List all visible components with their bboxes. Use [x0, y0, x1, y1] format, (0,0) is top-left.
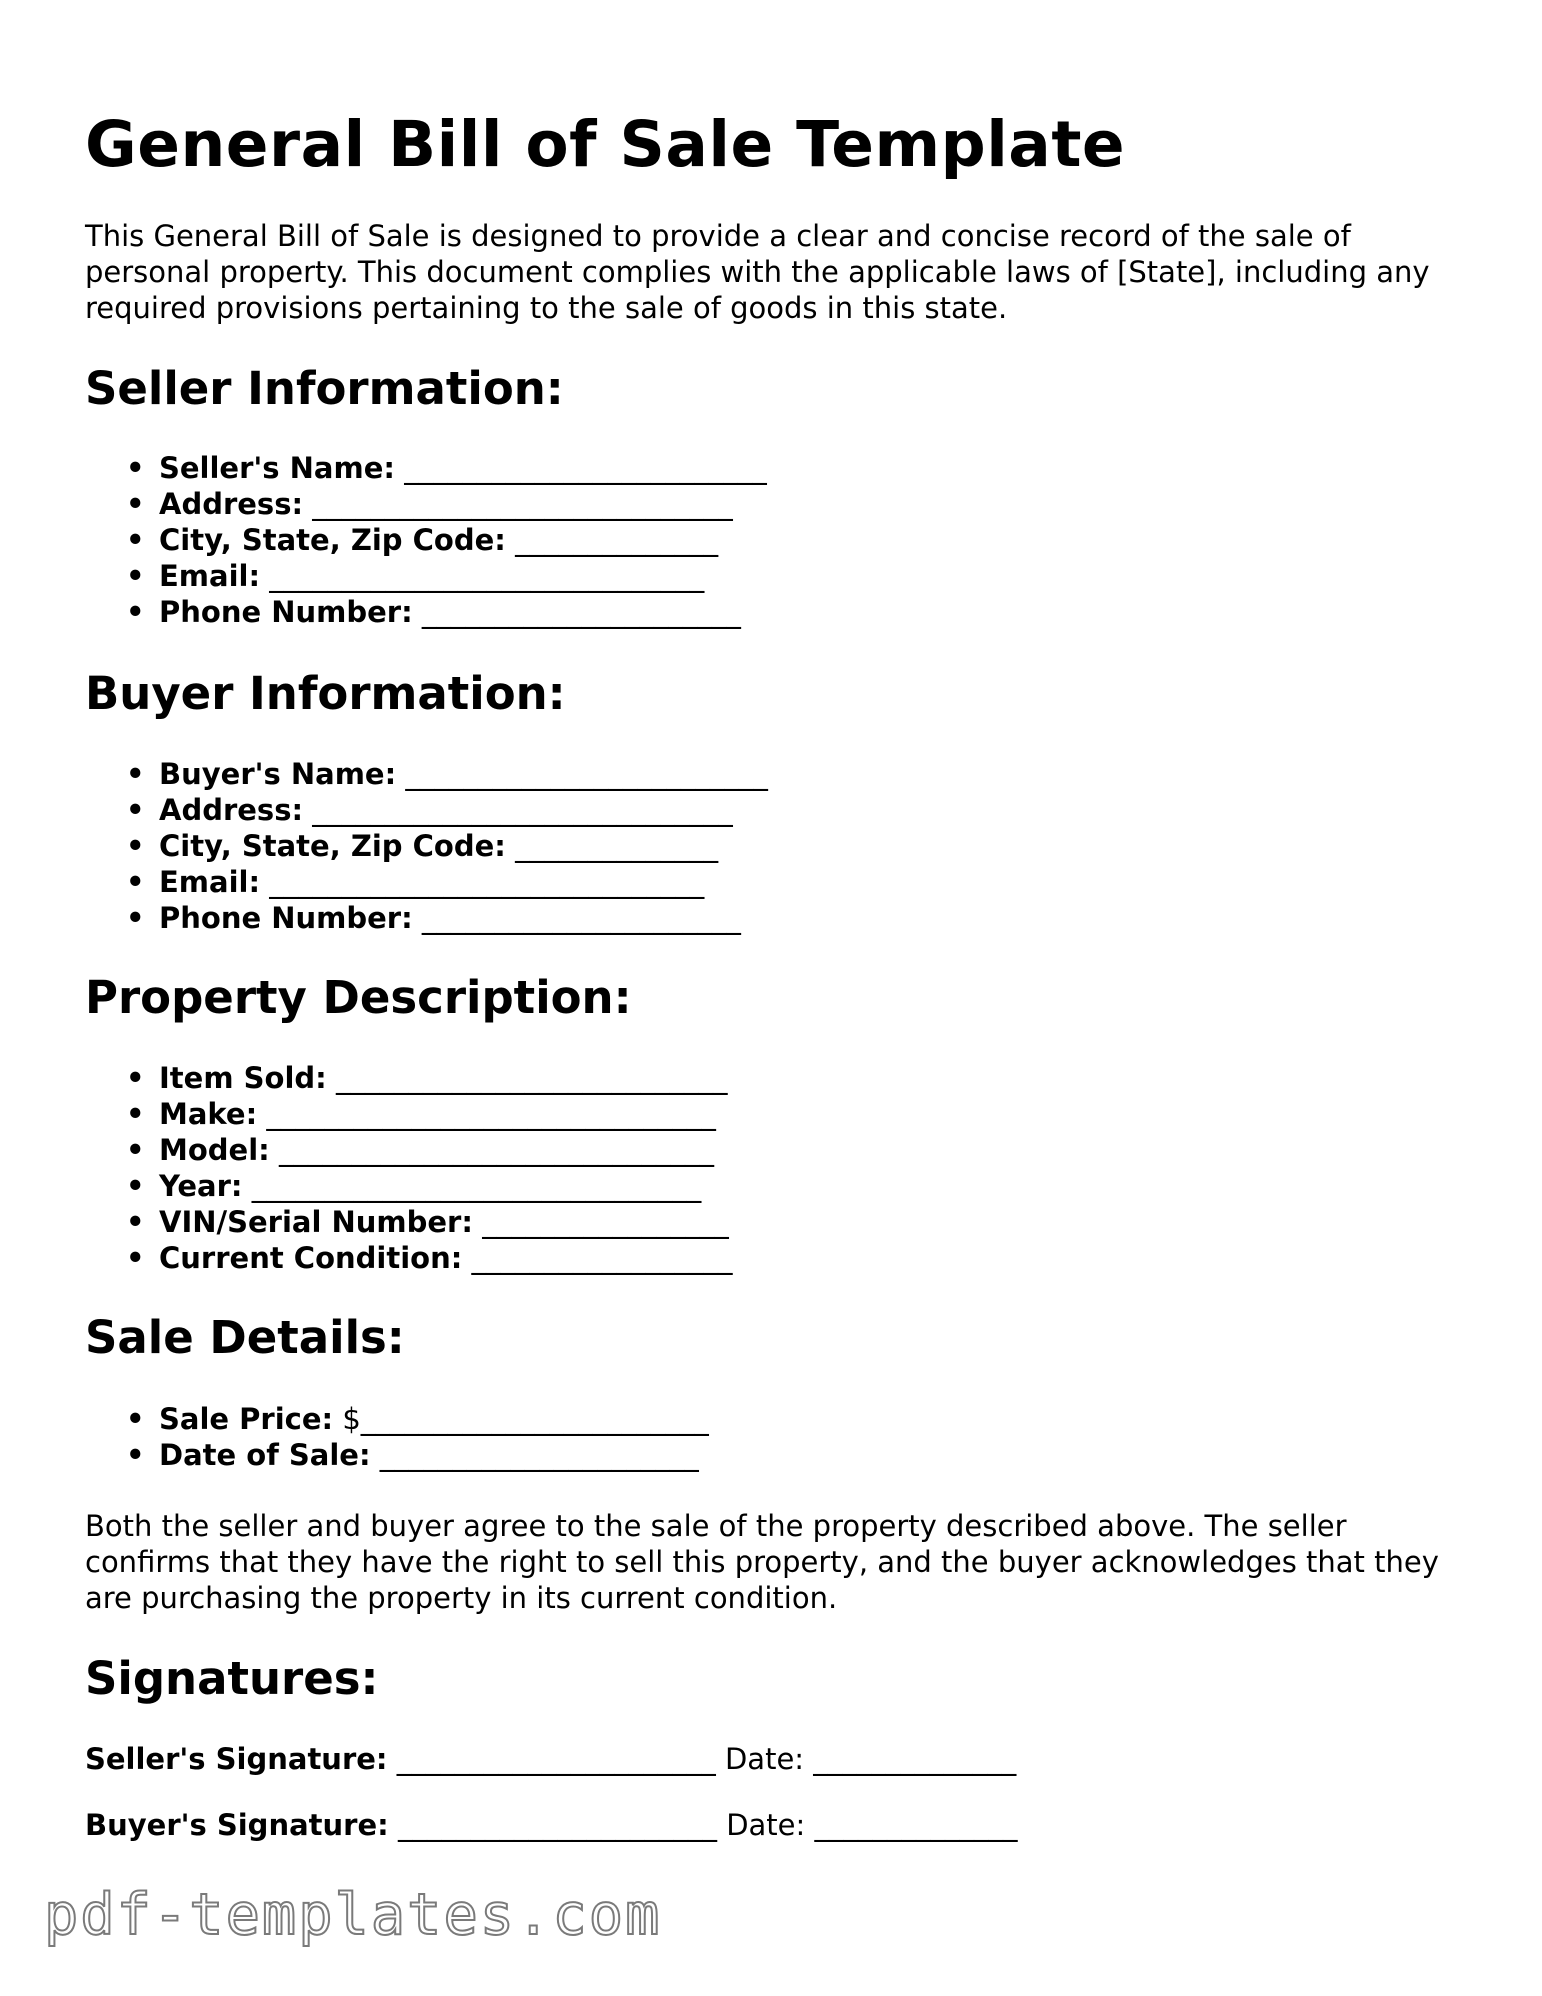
field-blank[interactable]: _______________________________ — [266, 1097, 716, 1131]
seller-section-heading: Seller Information: — [85, 362, 564, 415]
field-label: VIN/Serial Number: — [159, 1205, 473, 1239]
buyer-email-field[interactable]: • Email: ______________________________ — [126, 865, 705, 899]
field-blank[interactable]: ______________________ — [421, 595, 741, 629]
make-field[interactable]: • Make: _______________________________ — [126, 1097, 716, 1131]
buyer-date-label: Date: — [726, 1808, 806, 1842]
sale-fields-list — [85, 1401, 709, 1473]
field-blank[interactable]: _________________ — [482, 1205, 729, 1239]
seller-signature-blank[interactable]: ______________________ — [396, 1742, 716, 1776]
field-label: Buyer's Name: — [159, 757, 397, 791]
property-fields-list — [85, 1060, 733, 1276]
year-field[interactable]: • Year: _______________________________ — [126, 1169, 702, 1203]
field-label: City, State, Zip Code: — [159, 523, 506, 557]
field-label: Sale Price: — [159, 1402, 334, 1436]
buyer-signature-row — [85, 1807, 1018, 1843]
buyer-phone-field[interactable]: • Phone Number: ______________________ — [126, 901, 741, 935]
field-blank[interactable]: ______________________________ — [269, 865, 705, 899]
field-blank[interactable]: ______________________ — [421, 901, 741, 935]
field-label: City, State, Zip Code: — [159, 829, 506, 863]
field-blank[interactable]: ______________________________ — [278, 1133, 714, 1167]
field-label: Address: — [159, 793, 304, 827]
field-blank[interactable]: ______________ — [515, 523, 719, 557]
watermark-text: pdf-templates.com — [44, 1882, 662, 1948]
seller-date-blank[interactable]: ______________ — [813, 1742, 1017, 1776]
item-sold-field[interactable]: • Item Sold: ___________________________ — [126, 1061, 728, 1095]
date-of-sale-field[interactable]: • Date of Sale: ______________________ — [126, 1438, 699, 1472]
field-label: Make: — [159, 1097, 258, 1131]
field-label: Year: — [159, 1169, 243, 1203]
buyer-signature-blank[interactable]: ______________________ — [397, 1808, 717, 1842]
model-field[interactable]: • Model: ______________________________ — [126, 1133, 714, 1167]
buyer-city-state-zip-field[interactable]: • City, State, Zip Code: ______________ — [126, 829, 719, 863]
buyer-section-heading: Buyer Information: — [85, 667, 566, 720]
field-label: Email: — [159, 559, 261, 593]
buyer-date-blank[interactable]: ______________ — [814, 1808, 1018, 1842]
field-blank[interactable]: $________________________ — [342, 1402, 709, 1436]
seller-phone-field[interactable]: • Phone Number: ______________________ — [126, 595, 741, 629]
buyer-address-field[interactable]: • Address: _____________________________ — [126, 793, 733, 827]
agreement-paragraph: Both the seller and buyer agree to the sale of the property described above. The seller confirms that they have the right to sell this property, and the buyer acknowledges that they are purchasing the property in its current condition. — [85, 1509, 1439, 1615]
field-label: Model: — [159, 1133, 270, 1167]
field-blank[interactable]: _____________________________ — [312, 487, 733, 521]
vin-serial-field[interactable]: • VIN/Serial Number: _________________ — [126, 1205, 729, 1239]
field-label: Email: — [159, 865, 261, 899]
buyer-signature-label: Buyer's Signature: — [85, 1808, 389, 1842]
field-blank[interactable]: ______________________________ — [269, 559, 705, 593]
field-blank[interactable]: ___________________________ — [335, 1061, 728, 1095]
seller-signature-label: Seller's Signature: — [85, 1742, 388, 1776]
intro-paragraph: This General Bill of Sale is designed to provide a clear and concise record of the sale of personal property. This document complies with the applicable laws of [State], including any required provisions pertaining to the sale of goods in this state. — [85, 219, 1430, 325]
field-label: Item Sold: — [159, 1061, 327, 1095]
field-blank[interactable]: ______________ — [515, 829, 719, 863]
seller-name-field[interactable]: • Seller's Name: _________________________ — [126, 451, 767, 485]
document-title: General Bill of Sale Template — [85, 108, 1126, 181]
seller-city-state-zip-field[interactable]: • City, State, Zip Code: ______________ — [126, 523, 719, 557]
signatures-section-heading: Signatures: — [85, 1652, 379, 1705]
current-condition-field[interactable]: • Current Condition: __________________ — [126, 1241, 733, 1275]
field-blank[interactable]: _____________________________ — [312, 793, 733, 827]
field-label: Date of Sale: — [159, 1438, 371, 1472]
seller-address-field[interactable]: • Address: _____________________________ — [126, 487, 733, 521]
buyer-fields-list — [85, 756, 768, 936]
field-blank[interactable]: _______________________________ — [251, 1169, 702, 1203]
field-label: Seller's Name: — [159, 451, 395, 485]
property-section-heading: Property Description: — [85, 971, 632, 1024]
field-blank[interactable]: _________________________ — [404, 451, 767, 485]
field-label: Current Condition: — [159, 1241, 463, 1275]
field-blank[interactable]: _________________________ — [405, 757, 768, 791]
field-label: Phone Number: — [159, 901, 413, 935]
buyer-name-field[interactable]: • Buyer's Name: _________________________ — [126, 757, 768, 791]
sale-section-heading: Sale Details: — [85, 1311, 405, 1364]
seller-signature-row — [85, 1741, 1016, 1777]
field-blank[interactable]: __________________ — [471, 1241, 733, 1275]
field-blank[interactable]: ______________________ — [379, 1438, 699, 1472]
seller-date-label: Date: — [724, 1742, 805, 1776]
seller-fields-list — [85, 450, 767, 630]
field-label: Phone Number: — [159, 595, 413, 629]
field-label: Address: — [159, 487, 304, 521]
seller-email-field[interactable]: • Email: ______________________________ — [126, 559, 705, 593]
sale-price-field[interactable]: • Sale Price: $________________________ — [126, 1402, 709, 1436]
